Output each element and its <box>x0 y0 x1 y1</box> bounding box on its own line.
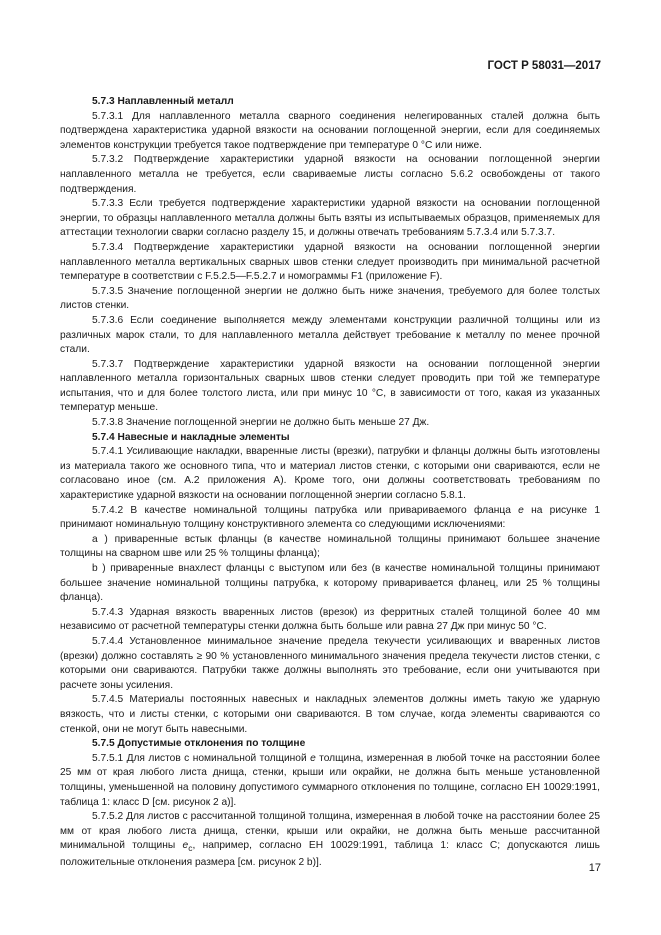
paragraph-text: толщина, измеренная в любой точке на расстоянии более 25 мм от края любого листа днища, стенки, крыши или окрайки, не должна быть меньше установленной толщины, уменьшенной на половину допустимого суммарного отклонения по толщине, согласно ЕН 10029:1991, таблица 1: класс D [см. рисунок 2 а)]. <box>60 752 600 808</box>
section-heading-5-7-4: 5.7.4 Навесные и накладные элементы <box>92 431 290 443</box>
paragraph-5-7-4-5: 5.7.4.5 Материалы постоянных навесных и накладных элементов должны иметь такую же ударную вязкость, что и листы стенки, с которыми они свариваются. В том случае, когда элементы свариваются со стенкой, они не могут быть навесными. <box>60 694 600 735</box>
paragraph-text: 5.7.4.2 В качестве номинальной толщины патрубка или привариваемого фланца <box>92 504 519 516</box>
paragraph-text: 5.7.5.1 Для листов с номинальной толщиной <box>92 752 311 764</box>
paragraph-text: , например, согласно ЕН 10029:1991, таблица 1: класс С; допускаются лишь положительные отклонения размера [см. рисунок 2 b)]. <box>60 840 600 868</box>
section-heading-5-7-5: 5.7.5 Допустимые отклонения по толщине <box>92 738 306 750</box>
paragraph-5-7-4-2 <box>60 504 600 533</box>
paragraph-5-7-3-3: 5.7.3.3 Если требуется подтверждение характеристики ударной вязкости на основании поглощенной энергии, то образцы наплавленного металла должны быть взяты из испытываемых образцов, применяемых для аттестации технологии сварки согласно разделу 15, и должны отвечать требованиям 5.7.3.4 или 5.7.3.7. <box>60 198 600 239</box>
paragraph-5-7-4-1: 5.7.4.1 Усиливающие накладки, вваренные листы (врезки), патрубки и фланцы должны быть изготовлены из материала такого же основного типа, что и материал листов стенки, с которыми они свариваются, если не согласовано иное (см. А.2 приложения А). Кроме того, они должны соответствовать требованиям по характеристике ударной вязкости на основании поглощенной энергии согласно 5.8.1. <box>60 446 600 502</box>
list-item-b: b ) приваренные внахлест фланцы с выступом или без (в качестве номинальной толщины принимают большее значение номинальной толщины патрубка, к которому приваривается фланец, или 25 % толщины фланца). <box>60 563 600 604</box>
subscript-c: c <box>188 843 193 854</box>
paragraph-5-7-3-7: 5.7.3.7 Подтверждение характеристики ударной вязкости на основании поглощенной энергии наплавленного металла горизонтальных сварных швов стенки следует проводить при той же температуре испытания, что и для более толстого листа, или при минус 10 °С, в зависимости от того, какая из указанных температур меньше. <box>60 358 600 414</box>
document-code: ГОСТ Р 58031—2017 <box>487 60 601 72</box>
paragraph-5-7-4-4: 5.7.4.4 Установленное минимальное значение предела текучести усиливающих и вваренных листов (врезки) должно составлять ≥ 90 % установленного минимального значения предела текучести листов стенки, с которыми они свариваются. Патрубки также должны выполнять это требование, если они учитываются при расчете зоны усиления. <box>60 635 600 691</box>
paragraph-5-7-3-2: 5.7.3.2 Подтверждение характеристики ударной вязкости на основании поглощенной энергии наплавленного металла не требуется, если свариваемые листы согласно 5.6.2 освобождены от такого подтверждения. <box>60 154 600 195</box>
paragraph-5-7-3-4: 5.7.3.4 Подтверждение характеристики ударной вязкости на основании поглощенной энергии наплавленного металла вертикальных сварных швов стенки следует производить при минимальной расчетной температуре в соответствии с F.5.2.5—F.5.2.7 и номограммы F1 (приложение F). <box>60 241 600 283</box>
page-number: 17 <box>588 862 601 874</box>
document-body <box>60 95 600 871</box>
paragraph-text: на рисунке 1 принимают номинальную толщину конструктивного элемента со следующими исключениями: <box>60 504 600 531</box>
variable-e: e <box>310 752 316 764</box>
paragraph-5-7-3-1: 5.7.3.1 Для наплавленного металла сварного соединения нелегированных сталей должна быть подтверждена характеристика ударной вязкости на основании поглощенной энергии, если для соединяемых элементов конструкции требуется такое подтверждение при температуре 0 °С или ниже. <box>60 110 600 151</box>
variable-e: e <box>518 504 524 516</box>
paragraph-text: 5.7.5.2 Для листов с рассчитанной толщиной толщина, измеренная в любой точке на расстоянии более 25 мм от края любого листа днища, стенки, крыши или окрайки, не должна быть меньше рассчитанной минимальной толщины <box>60 811 600 852</box>
section-heading-5-7-3: 5.7.3 Наплавленный металл <box>92 96 234 107</box>
variable-e: e <box>182 840 189 852</box>
paragraph-5-7-3-8: 5.7.3.8 Значение поглощенной энергии не должно быть меньше 27 Дж. <box>92 417 430 429</box>
paragraph-5-7-5-1 <box>60 752 600 810</box>
paragraph-5-7-3-5: 5.7.3.5 Значение поглощенной энергии не должно быть ниже значения, требуемого для более толстых листов стенки. <box>60 285 600 312</box>
paragraph-5-7-5-2 <box>60 810 600 870</box>
paragraph-5-7-3-6: 5.7.3.6 Если соединение выполняется между элементами конструкции различной толщины или из различных марок стали, то для наплавленного металла действует требование к металлу по менее прочной стали. <box>60 314 600 356</box>
list-item-a: а ) приваренные встык фланцы (в качестве номинальной толщины принимают большее значение толщины на сварном шве или 25 % толщины фланца); <box>60 533 600 560</box>
paragraph-5-7-4-3: 5.7.4.3 Ударная вязкость вваренных листов (врезок) из ферритных сталей толщиной более 40 мм независимо от расчетной температуры стенки должна быть больше или равна 27 Дж при минус 50 °С. <box>60 606 600 633</box>
